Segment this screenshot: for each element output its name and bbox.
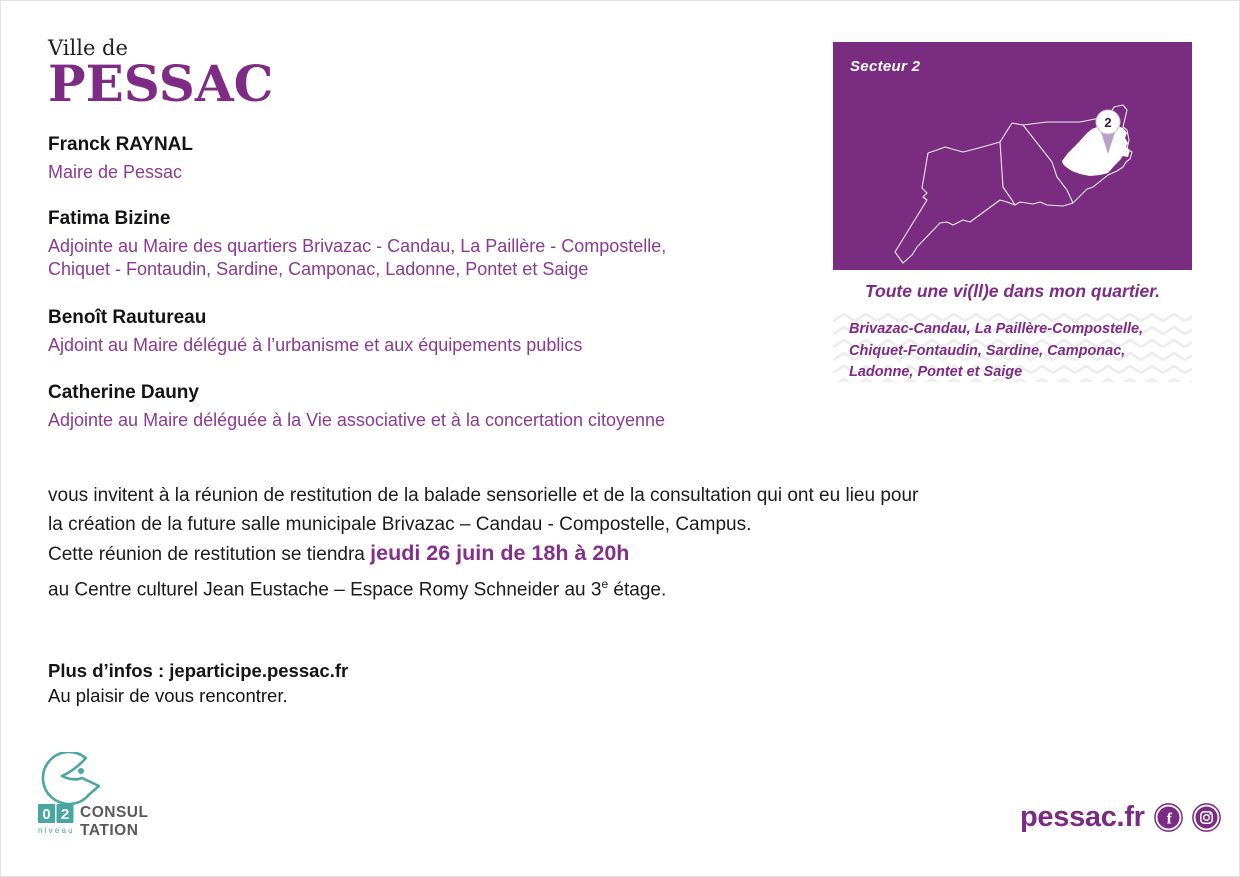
- official-name: Franck RAYNAL: [48, 134, 194, 155]
- districts-line: Brivazac-Candau, La Paillère-Compostelle,: [849, 321, 1144, 337]
- level-digit: 2: [60, 806, 70, 823]
- official-name: Fatima Bizine: [48, 208, 171, 229]
- level-badge: [38, 804, 75, 835]
- official-title-line: Adjointe au Maire des quartiers Brivazac - Candau, La Paillère - Compostelle,: [48, 236, 667, 256]
- footer-site-row: [1020, 801, 1221, 834]
- logo-city-name: PESSAC: [48, 54, 274, 113]
- consultation-level-logo: [36, 752, 161, 849]
- districts-card: [833, 311, 1192, 382]
- instagram-icon[interactable]: [1192, 803, 1221, 832]
- official-catherine-dauny: [48, 381, 665, 432]
- closing-line: Au plaisir de vous rencontrer.: [48, 685, 288, 706]
- official-title-line: Chiquet - Fontaudin, Sardine, Camponac, Ladonne, Pontet et Saige: [48, 259, 589, 279]
- level-digit: 0: [42, 806, 51, 823]
- official-mayor: [48, 133, 193, 184]
- sector-2-area: [1062, 123, 1130, 176]
- official-benoit-rautureau: [48, 306, 582, 357]
- official-title: Adjointe au Maire déléguée à la Vie associative et à la concertation citoyenne: [48, 410, 666, 430]
- districts-list: [833, 311, 1192, 384]
- map-divider: [1000, 142, 1015, 205]
- logo-prefix: Ville de: [48, 36, 128, 60]
- sector-label: Secteur 2: [850, 58, 921, 75]
- meeting-date: jeudi 26 juin de 18h à 20h: [370, 541, 630, 565]
- invitation-location-line: [48, 570, 1208, 605]
- invitation-date-line: [48, 539, 1208, 570]
- level-label: niveau: [38, 826, 75, 835]
- sector-map-box: [833, 42, 1192, 270]
- consultation-word-line: CONSUL: [80, 804, 149, 821]
- official-title: Ajdoint au Maire délégué à l’urbanisme et aux équipements publics: [48, 335, 583, 355]
- sector-map-illustration: [833, 42, 1192, 270]
- location-suffix: étage.: [608, 578, 667, 600]
- official-fatima-bizine: [48, 207, 666, 281]
- districts-line: Chiquet-Fontaudin, Sardine, Camponac,: [849, 342, 1126, 359]
- districts-line: Ladonne, Pontet et Saige: [849, 364, 1023, 380]
- consultation-word-line: TATION: [80, 822, 139, 839]
- map-pin-number: 2: [1104, 115, 1112, 130]
- website-link[interactable]: pessac.fr: [1020, 801, 1145, 833]
- info-link-line[interactable]: Plus d’infos : jeparticipe.pessac.fr: [48, 660, 349, 681]
- sector-tagline: Toute une vi(ll)e dans mon quartier.: [865, 281, 1160, 301]
- official-name: Catherine Dauny: [48, 382, 199, 403]
- facebook-glyph: f: [1166, 810, 1172, 828]
- floor-superscript: e: [601, 576, 609, 591]
- official-name: Benoît Rautureau: [48, 307, 207, 328]
- location-prefix: au Centre culturel Jean Eustache – Espace Romy Schneider au 3: [48, 578, 602, 600]
- city-logo: [48, 36, 274, 113]
- invitation-text: [48, 482, 1208, 604]
- invitation-line: vous invitent à la réunion de restitution de la balade sensorielle et de la consultation qui ont eu lieu pour: [48, 485, 919, 506]
- consultation-wordmark: [80, 804, 148, 839]
- official-title: Maire de Pessac: [48, 162, 183, 182]
- facebook-icon[interactable]: [1154, 803, 1183, 832]
- invitation-line: la création de la future salle municipale Brivazac – Candau - Compostelle, Campus.: [48, 513, 752, 535]
- more-info: [48, 658, 348, 708]
- date-line-prefix: Cette réunion de restitution se tiendra: [48, 544, 371, 565]
- consultation-face-icon: [43, 752, 99, 804]
